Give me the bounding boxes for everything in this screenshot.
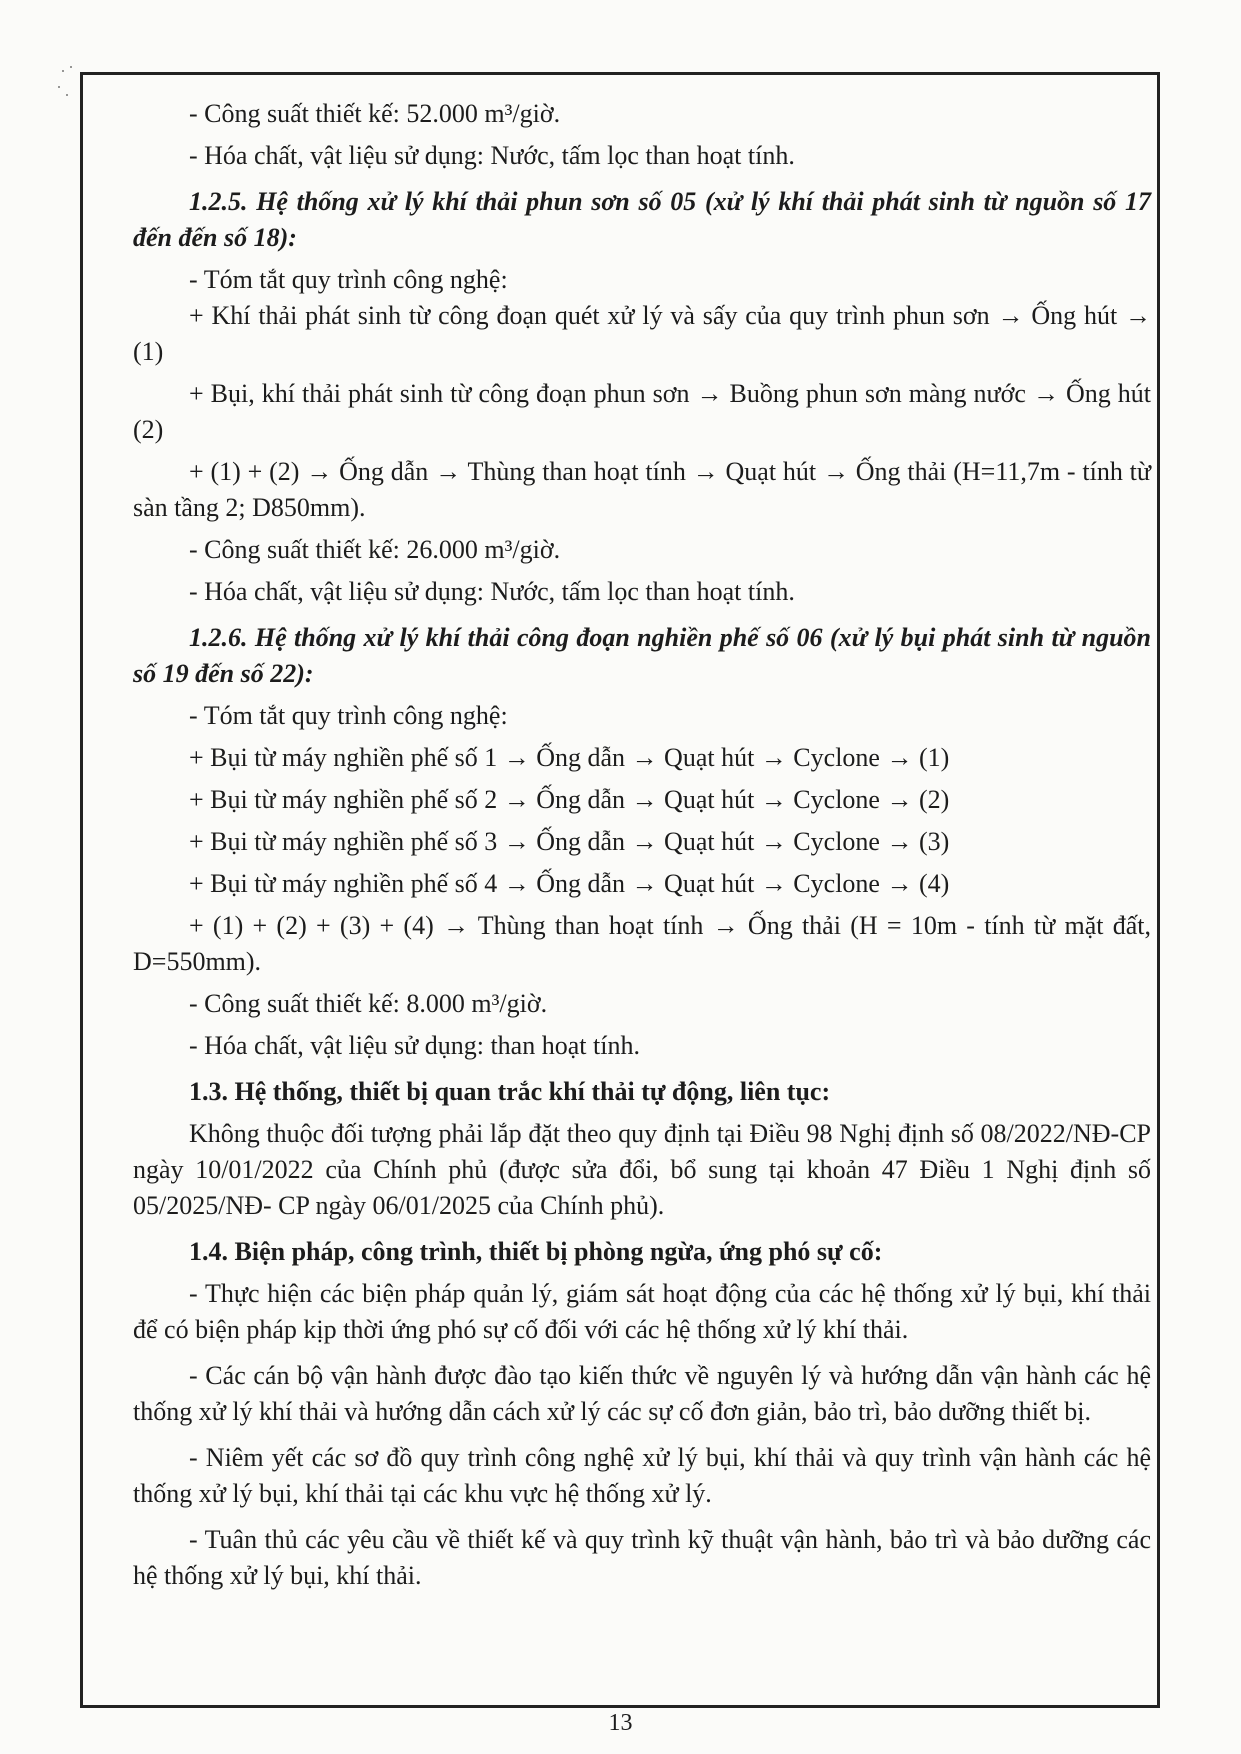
list-item: - Các cán bộ vận hành được đào tạo kiến thức về nguyên lý và hướng dẫn vận hành các hệ thống xử lý khí thải và hướng dẫn cách xử lý các sự cố đơn giản, bảo trì, bảo dưỡng thiết bị. <box>133 1361 1151 1426</box>
process-step: + Bụi từ máy nghiền phế số 2 → Ống dẫn → Quạt hút → Cyclone → (2) <box>189 785 950 814</box>
process-step: + Bụi từ máy nghiền phế số 1 → Ống dẫn → Quạt hút → Cyclone → (1) <box>189 743 950 772</box>
process-step: + Khí thải phát sinh từ công đoạn quét xử lý và sấy của quy trình phun sơn → Ống hút → (1) <box>133 301 1151 366</box>
process-step: + Bụi từ máy nghiền phế số 3 → Ống dẫn → Quạt hút → Cyclone → (3) <box>189 827 950 856</box>
capacity-line: - Công suất thiết kế: 8.000 m³/giờ. <box>189 989 548 1018</box>
list-item: - Tuân thủ các yêu cầu về thiết kế và quy trình kỹ thuật vận hành, bảo trì và bảo dưỡng các hệ thống xử lý bụi, khí thải. <box>133 1525 1151 1590</box>
section-heading-1-2-5: 1.2.5. Hệ thống xử lý khí thải phun sơn số 05 (xử lý khí thải phát sinh từ nguồn số 17 đến đến số 18): <box>133 187 1151 252</box>
section-heading-1-2-6: 1.2.6. Hệ thống xử lý khí thải công đoạn nghiền phế số 06 (xử lý bụi phát sinh từ nguồn số 19 đến số 22): <box>133 623 1151 688</box>
paragraph: Không thuộc đối tượng phải lắp đặt theo quy định tại Điều 98 Nghị định số 08/2022/NĐ-CP ngày 10/01/2022 của Chính phủ (được sửa đổi, bổ sung tại khoản 47 Điều 1 Nghị định số 05/2025/NĐ- CP ngày 06/01/2025 của Chính phủ). <box>133 1119 1151 1220</box>
chemicals-line: - Hóa chất, vật liệu sử dụng: Nước, tấm lọc than hoạt tính. <box>189 577 795 606</box>
process-step: + (1) + (2) → Ống dẫn → Thùng than hoạt tính → Quạt hút → Ống thải (H=11,7m - tính từ sàn tầng 2; D850mm). <box>133 457 1151 522</box>
section-heading-1-4: 1.4. Biện pháp, công trình, thiết bị phòng ngừa, ứng phó sự cố: <box>189 1237 883 1266</box>
chemicals-line: - Hóa chất, vật liệu sử dụng: Nước, tấm lọc than hoạt tính. <box>189 141 795 170</box>
process-summary-label: - Tóm tắt quy trình công nghệ: <box>189 701 508 730</box>
page-number: 13 <box>608 1710 633 1736</box>
document-body <box>133 96 1151 1594</box>
process-step: + Bụi, khí thải phát sinh từ công đoạn phun sơn → Buồng phun sơn màng nước → Ống hút (2) <box>133 379 1151 444</box>
list-item: - Thực hiện các biện pháp quản lý, giám sát hoạt động của các hệ thống xử lý bụi, khí thải để có biện pháp kịp thời ứng phó sự cố đối với các hệ thống xử lý khí thải. <box>133 1279 1151 1344</box>
process-summary-label: - Tóm tắt quy trình công nghệ: <box>189 265 508 294</box>
chemicals-line: - Hóa chất, vật liệu sử dụng: than hoạt tính. <box>189 1031 640 1060</box>
process-step: + Bụi từ máy nghiền phế số 4 → Ống dẫn → Quạt hút → Cyclone → (4) <box>189 869 950 898</box>
capacity-line: - Công suất thiết kế: 52.000 m³/giờ. <box>189 99 561 128</box>
list-item: - Niêm yết các sơ đồ quy trình công nghệ xử lý bụi, khí thải và quy trình vận hành các hệ thống xử lý bụi, khí thải tại các khu vực hệ thống xử lý. <box>133 1443 1151 1508</box>
process-step: + (1) + (2) + (3) + (4) → Thùng than hoạt tính → Ống thải (H = 10m - tính từ mặt đất, D=550mm). <box>133 911 1151 976</box>
capacity-line: - Công suất thiết kế: 26.000 m³/giờ. <box>189 535 561 564</box>
section-heading-1-3: 1.3. Hệ thống, thiết bị quan trắc khí thải tự động, liên tục: <box>189 1077 831 1106</box>
